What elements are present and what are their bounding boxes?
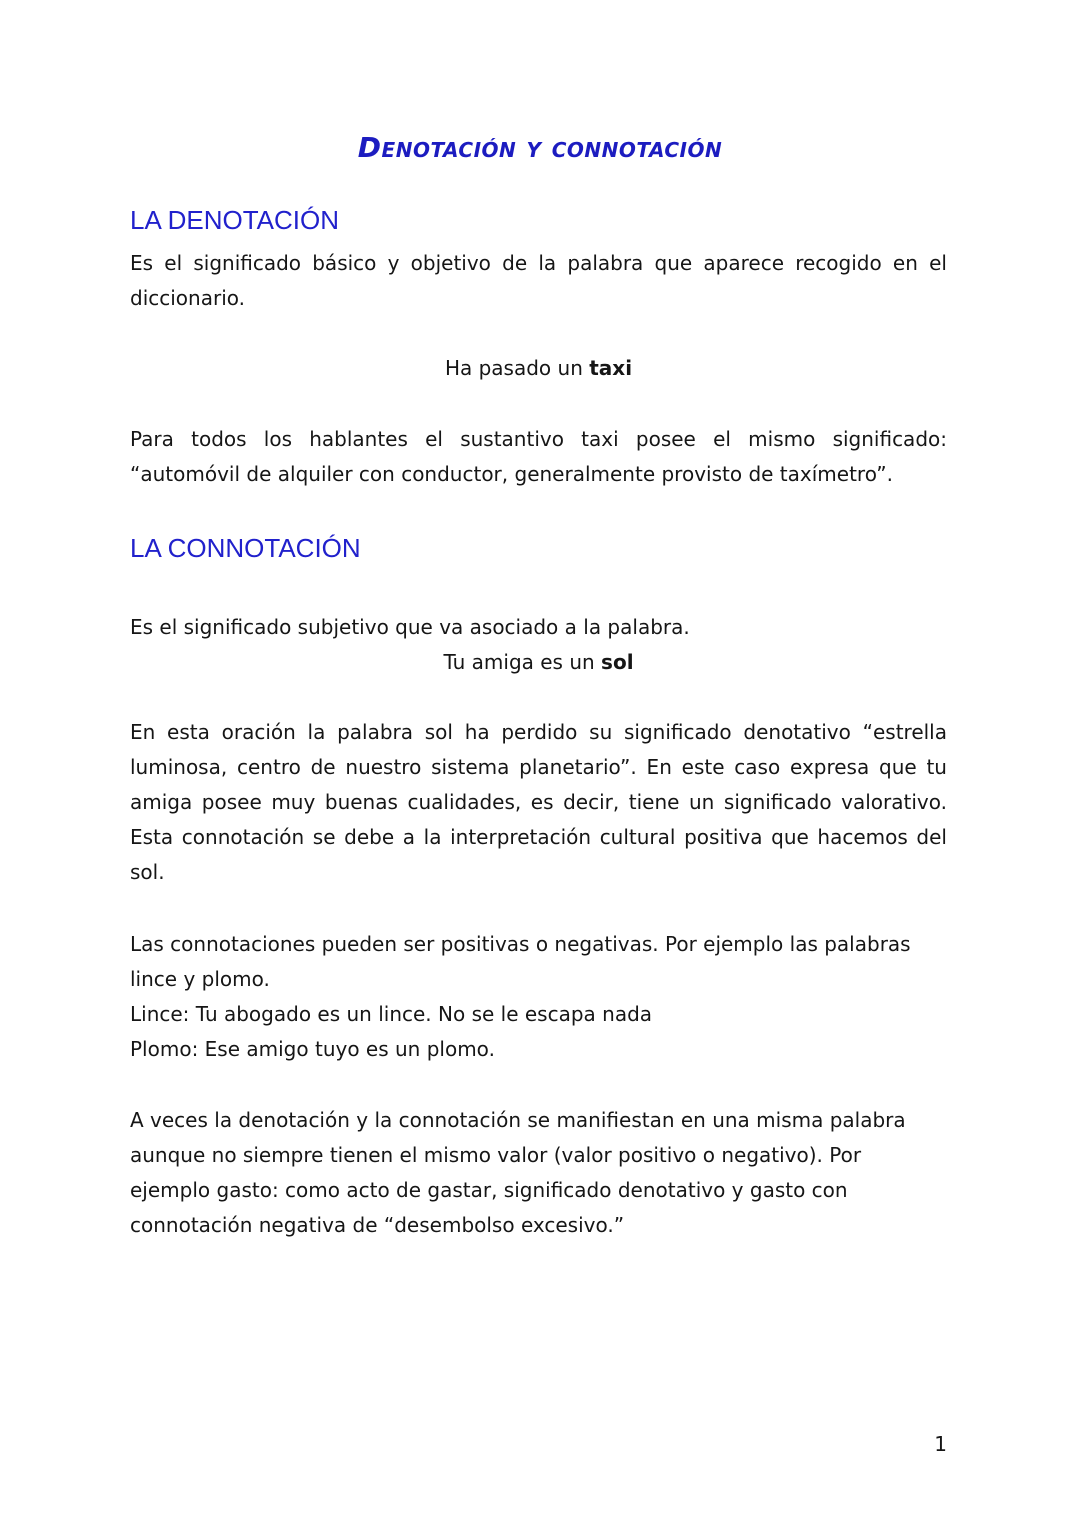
- denotation-definition: [130, 246, 947, 316]
- text-line: Para todos los hablantes el sustantivo taxi posee el mismo significado:: [130, 427, 947, 451]
- example-line-lince: Lince: Tu abogado es un lince. No se le escapa nada: [130, 1002, 653, 1026]
- example-prefix: Tu amiga es un: [443, 650, 602, 674]
- connotation-types: [130, 927, 947, 1067]
- example-prefix: Ha pasado un: [444, 356, 590, 380]
- text-line: Es el significado básico y objetivo de la palabra que aparece recogido en el: [130, 251, 947, 275]
- text-line: Esta connotación se debe a la interpretación cultural positiva que hacemos del: [130, 825, 947, 849]
- example-sentence: [130, 351, 947, 386]
- text-line: A veces la denotación y la connotación se manifiestan en una misma palabra: [130, 1108, 906, 1132]
- text-line: lince y plomo.: [130, 967, 270, 991]
- denotation-heading: LA DENOTACIÓN: [130, 205, 340, 235]
- text-line: amiga posee muy buenas cualidades, es decir, tiene un significado valorativo.: [130, 790, 947, 814]
- example-line-plomo: Plomo: Ese amigo tuyo es un plomo.: [130, 1037, 495, 1061]
- page-title: Denotación y connotación: [357, 131, 723, 164]
- connotation-heading: LA CONNOTACIÓN: [130, 533, 361, 563]
- example-keyword: taxi: [589, 356, 633, 380]
- text-line: diccionario.: [130, 286, 245, 310]
- text-line: “automóvil de alquiler con conductor, generalmente provisto de taxímetro”.: [130, 462, 893, 486]
- text-line: Es el significado subjetivo que va asociado a la palabra.: [130, 615, 690, 639]
- page-number: 1: [934, 1432, 947, 1456]
- example-keyword: sol: [601, 650, 634, 674]
- text-line: sol.: [130, 860, 165, 884]
- text-line: connotación negativa de “desembolso excesivo.”: [130, 1213, 625, 1237]
- example-sentence: [130, 645, 947, 680]
- text-line: En esta oración la palabra sol ha perdido su significado denotativo “estrella: [130, 720, 947, 744]
- text-line: Las connotaciones pueden ser positivas o negativas. Por ejemplo las palabras: [130, 932, 911, 956]
- text-line: luminosa, centro de nuestro sistema planetario”. En este caso expresa que tu: [130, 755, 947, 779]
- connotation-definition: [130, 610, 947, 680]
- text-line: ejemplo gasto: como acto de gastar, significado denotativo y gasto con: [130, 1178, 848, 1202]
- denotation-explanation: [130, 422, 947, 492]
- denotation-example: [130, 351, 947, 386]
- text-line: aunque no siempre tienen el mismo valor (valor positivo o negativo). Por: [130, 1143, 862, 1167]
- connotation-note: [130, 1103, 947, 1243]
- connotation-explanation: [130, 715, 947, 890]
